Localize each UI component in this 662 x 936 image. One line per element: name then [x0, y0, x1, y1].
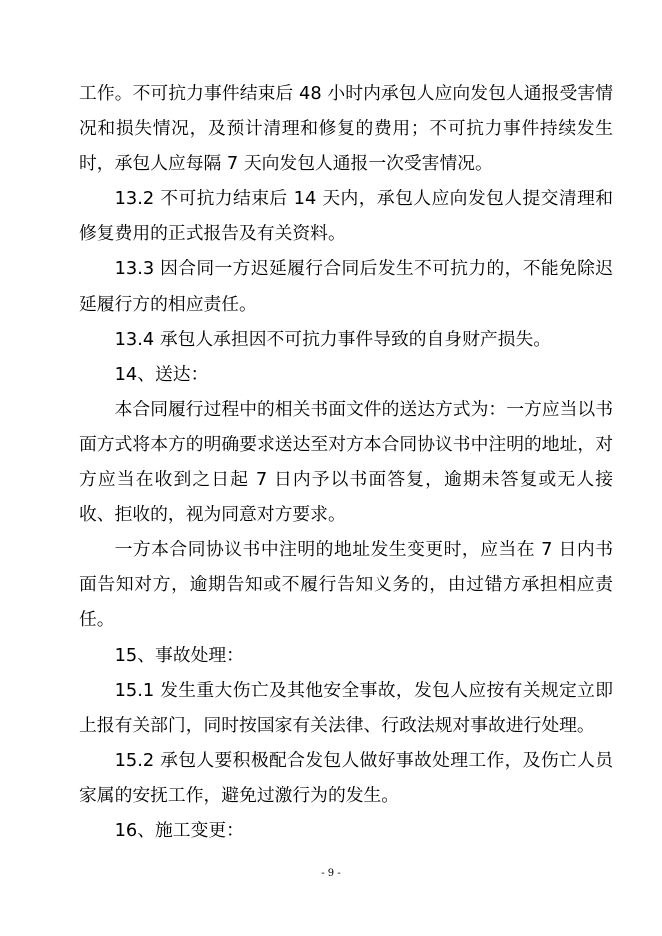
section-heading-16: 16、施工变更：	[114, 819, 244, 841]
delivery-paragraph-2: 一方本合同协议书中注明的地址发生变更时，应当在 7 日内书面告知对方，逾期告知或不履行告知义务的，由过错方承担相应责任。	[79, 539, 613, 631]
clause-15-2: 15.2 承包人要积极配合发包人做好事故处理工作，及伤亡人员家属的安抚工作，避免过激行为的发生。	[79, 749, 613, 806]
page-number: - 9 -	[321, 868, 341, 879]
clause-13-3: 13.3 因合同一方迟延履行合同后发生不可抗力的，不能免除迟延履行方的相应责任。	[79, 258, 613, 315]
clause-15-1: 15.1 发生重大伤亡及其他安全事故，发包人应按有关规定立即上报有关部门，同时按国家有关法律、行政法规对事故进行处理。	[79, 679, 613, 736]
section-heading-15: 15、事故处理：	[114, 644, 244, 666]
delivery-paragraph-1: 本合同履行过程中的相关书面文件的送达方式为：一方应当以书面方式将本方的明确要求送达至对方本合同协议书中注明的地址，对方应当在收到之日起 7 日内予以书面答复，逾期未答复或无人接收、拒收的，视为同意对方要求。	[79, 398, 613, 526]
section-heading-14: 14、送达：	[114, 363, 209, 385]
clause-13-2: 13.2 不可抗力结束后 14 天内，承包人应向发包人提交清理和修复费用的正式报告及有关资料。	[79, 188, 613, 245]
document-body	[79, 76, 613, 848]
paragraph-continuation: 工作。不可抗力事件结束后 48 小时内承包人应向发包人通报受害情况和损失情况，及预计清理和修复的费用；不可抗力事件持续发生时，承包人应每隔 7 天向发包人通报一次受害情况。	[79, 83, 613, 175]
clause-13-4: 13.4 承包人承担因不可抗力事件导致的自身财产损失。	[114, 328, 552, 350]
